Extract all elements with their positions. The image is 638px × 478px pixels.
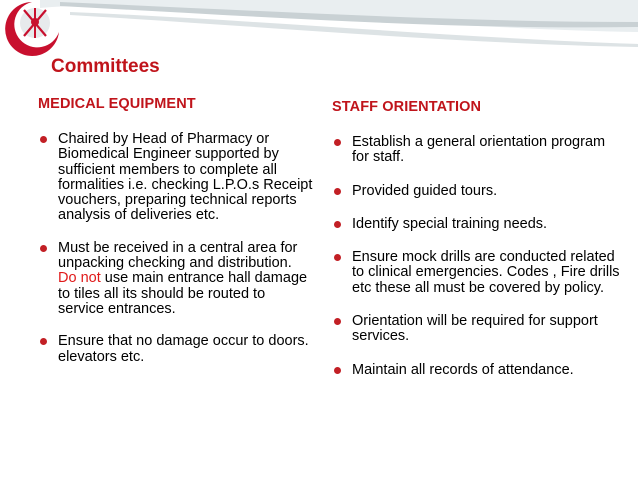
staff-orientation-list (332, 135, 622, 378)
list-item: Identify special training needs. (332, 217, 622, 232)
list-item: Orientation will be required for support services. (332, 314, 622, 345)
medical-equipment-column (38, 96, 313, 382)
list-item: Chaired by Head of Pharmacy or Biomedical Engineer supported by sufficient members to complete all formalities i.e. checking L.P.O.s Receipt vouchers, preparing technical reports analysis of deliveries etc. (38, 132, 313, 224)
medical-equipment-list (38, 132, 313, 365)
list-item: Establish a general orientation program for staff. (332, 135, 622, 166)
list-item: Maintain all records of attendance. (332, 363, 622, 378)
list-item: Ensure that no damage occur to doors. elevators etc. (38, 334, 313, 365)
medical-equipment-heading: MEDICAL EQUIPMENT (38, 96, 196, 112)
list-item: Ensure mock drills are conducted related to clinical emergencies. Codes , Fire drills etc these all must be covered by policy. (332, 250, 622, 296)
list-item (38, 241, 313, 317)
staff-orientation-column (332, 99, 622, 396)
header-swoosh (0, 0, 638, 60)
list-item-text: use main entrance hall damage to tiles all its should be routed to service entrances. (58, 270, 308, 317)
page-title: Committees (51, 56, 160, 77)
list-item-text: Must be received in a central area for unpacking checking and distribution. (58, 239, 298, 272)
staff-orientation-heading: STAFF ORIENTATION (332, 99, 482, 115)
list-item: Provided guided tours. (332, 184, 622, 199)
logo-crescent-icon (2, 0, 60, 58)
do-not-highlight: Do not (58, 270, 101, 287)
